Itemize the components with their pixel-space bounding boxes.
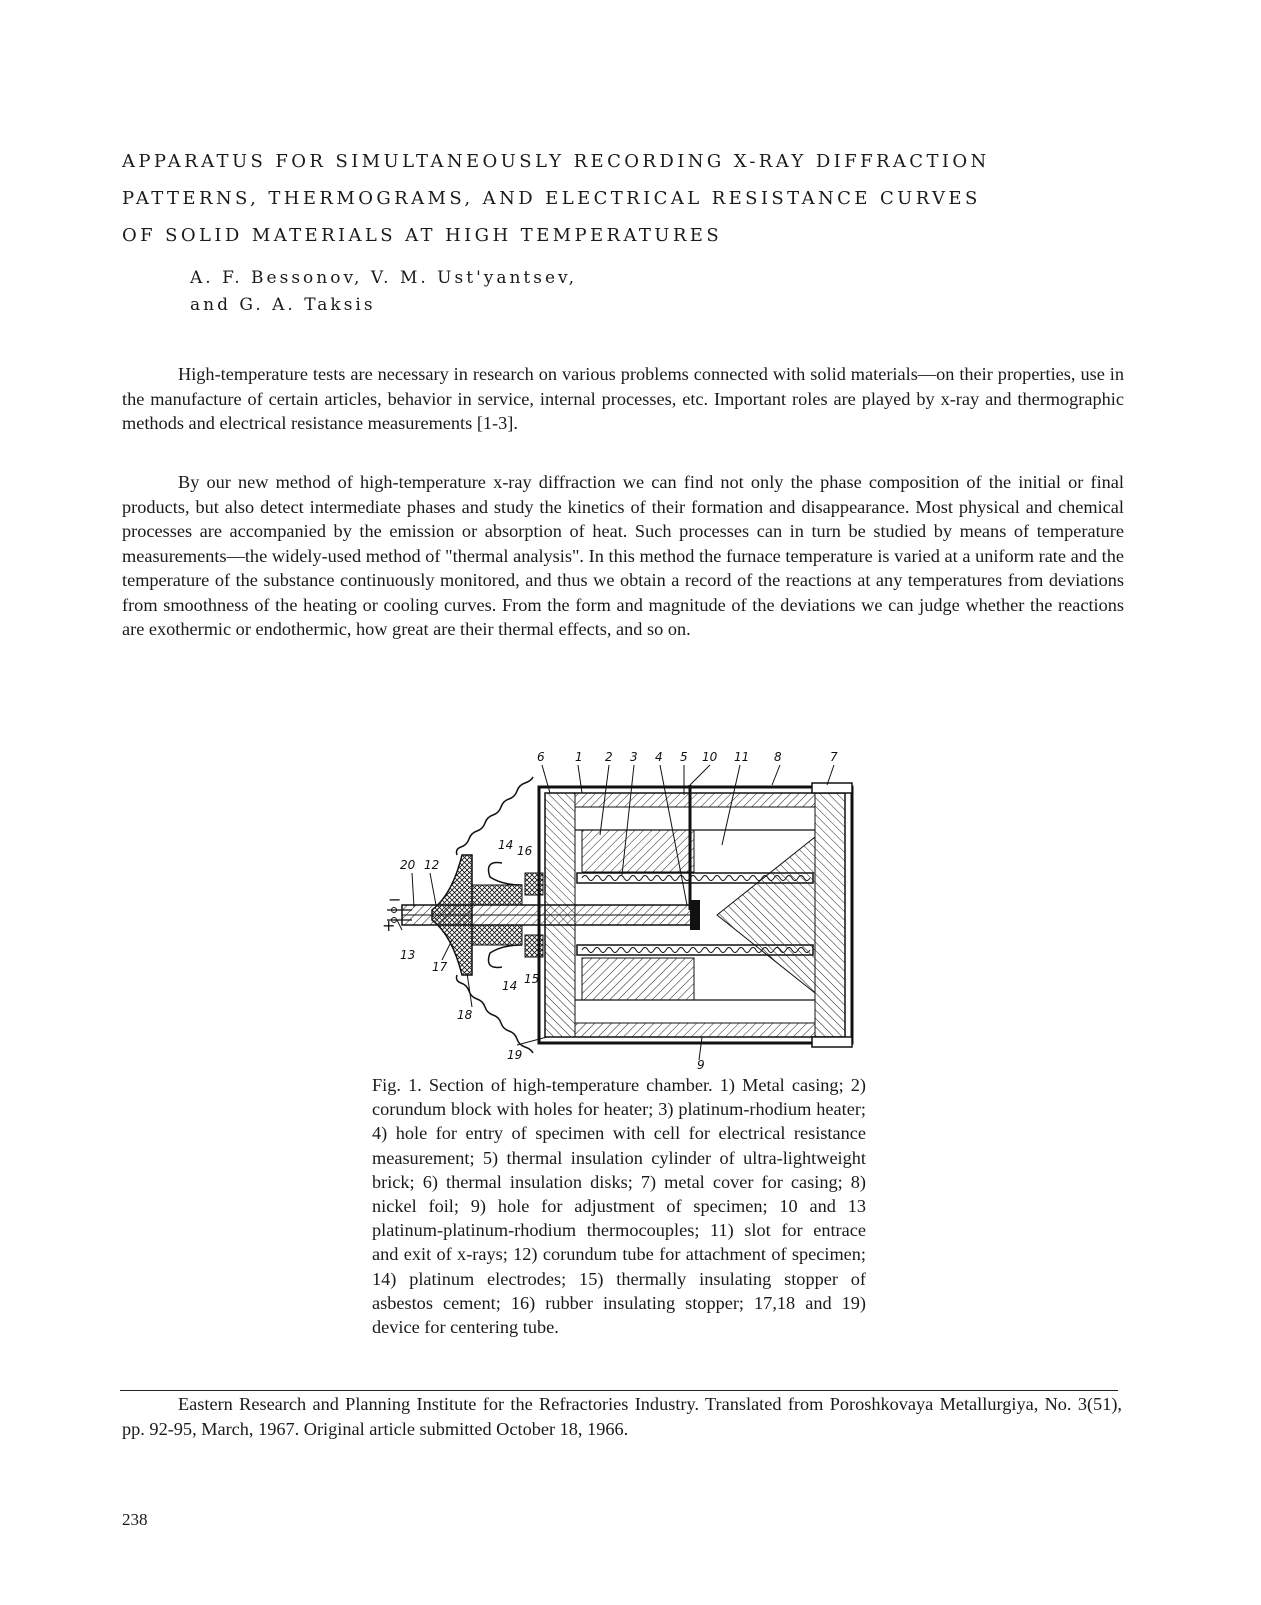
page-number: 238 xyxy=(122,1510,148,1529)
label-10: 10 xyxy=(702,750,718,764)
label-14-bottom: 14 xyxy=(502,979,518,993)
label-4: 4 xyxy=(655,750,663,764)
corundum-block-bottom xyxy=(582,958,694,1000)
insulation-cylinder-top xyxy=(575,793,815,807)
footnote: Eastern Research and Planning Institute for the Refractories Industry. Translated from Poroshkovaya Metallurgiya, No. 3(51), pp. 92-95, March, 1967. Original article submitted October 18, 1966. xyxy=(122,1394,1122,1439)
label-19: 19 xyxy=(507,1048,523,1062)
authors-line-2: and G. A. Taksis xyxy=(190,295,376,315)
label-16: 16 xyxy=(517,844,533,858)
label-1: 1 xyxy=(575,750,583,764)
chamber-section-figure xyxy=(372,745,872,1075)
figure-caption: Fig. 1. Section of high-temperature chamber. 1) Metal casing; 2) corundum block with holes for heater; 3) platinum-rhodium heater; 4) hole for entry of specimen with cell for electrical resistance measurement; 5) thermal insulation cylinder of ultra-lightweight brick; 6) thermal insulation disks; 7) metal cover for casing; 8) nickel foil; 9) hole for adjustment of specimen; 10 and 13 platinum-platinum-rhodium thermocouples; 11) slot for entrace and exit of x-rays; 12) corundum tube for attachment of specimen; 14) platinum electrodes; 15) thermally insulating stopper of asbestos cement; 16) rubber insulating stopper; 17,18 and 19) device for centering tube. xyxy=(372,1075,866,1338)
label-6: 6 xyxy=(537,750,545,764)
label-3: 3 xyxy=(630,750,638,764)
label-20: 20 xyxy=(400,858,416,872)
label-15: 15 xyxy=(524,972,540,986)
label-18: 18 xyxy=(457,1008,473,1022)
title-line-3: OF SOLID MATERIALS AT HIGH TEMPERATURES xyxy=(122,225,723,246)
title-line-2: PATTERNS, THERMOGRAMS, AND ELECTRICAL RESISTANCE CURVES xyxy=(122,188,981,209)
article-title xyxy=(122,143,1122,254)
label-5: 5 xyxy=(680,750,688,764)
insulation-cylinder-bottom xyxy=(575,1023,815,1037)
paragraph-2: By our new method of high-temperature x-ray diffraction we can find not only the phase composition of the initial or final products, but also detect intermediate phases and study the kinetics of their formation and disappearance. Most physical and chemical processes are accompanied by the emission or absorption of heat. Such processes can in turn be studied by means of temperature measurements—the widely-used method of "thermal analysis". In this method the furnace temperature is varied at a uniform rate and the temperature of the substance continuously monitored, and thus we obtain a record of the reactions at any temperatures from deviations from smoothness of the heating or cooling curves. From the form and magnitude of the deviations we can judge whether the reactions are exothermic or endothermic, how great are their thermal effects, and so on. xyxy=(122,472,1124,639)
label-9: 9 xyxy=(697,1058,705,1072)
label-14-top: 14 xyxy=(498,838,514,852)
title-line-1: APPARATUS FOR SIMULTANEOUSLY RECORDING X-RAY DIFFRACTION xyxy=(122,151,990,172)
author-list xyxy=(190,265,890,319)
authors-line-1: A. F. Bessonov, V. M. Ust'yantsev, xyxy=(190,268,578,288)
label-8: 8 xyxy=(774,750,782,764)
casing-cover xyxy=(812,783,852,1047)
label-13: 13 xyxy=(400,948,416,962)
label-minus: − xyxy=(388,890,402,909)
label-2: 2 xyxy=(605,750,613,764)
label-7: 7 xyxy=(830,750,838,764)
label-12: 12 xyxy=(424,858,440,872)
label-17: 17 xyxy=(432,960,448,974)
label-11: 11 xyxy=(734,750,750,764)
corundum-block-top xyxy=(582,830,694,872)
paragraph-1: High-temperature tests are necessary in research on various problems connected with solid materials—on their properties, use in the manufacture of certain articles, behavior in service, internal processes, etc. Important roles are played by x-ray and thermographic methods and electrical resistance measurements [1-3]. xyxy=(122,364,1124,433)
label-plus: + xyxy=(382,916,396,935)
footnote-divider xyxy=(120,1390,1118,1391)
x-ray-slot xyxy=(717,837,815,993)
